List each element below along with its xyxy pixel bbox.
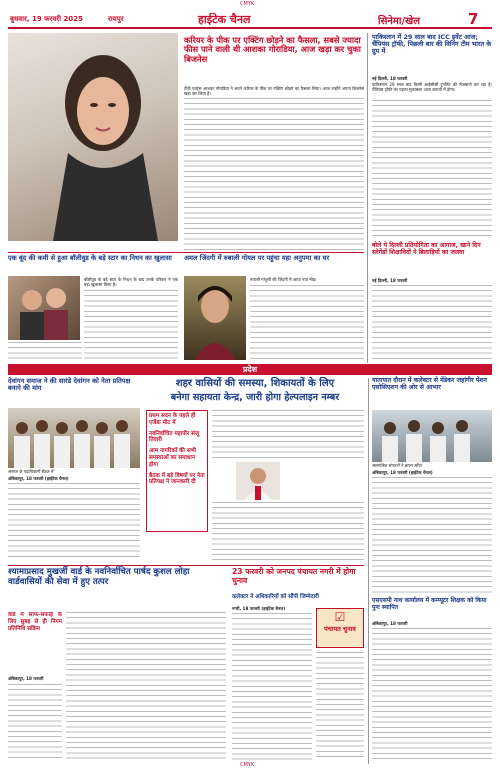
right-mid-body-columns (372, 285, 492, 363)
mid-left-body-excerpt: बॉलीवुड के बड़े स्टार के निधन के बाद उनके परिवार ने एक बड़ा खुलासा किया है। (84, 277, 178, 288)
woman-portrait-image (8, 33, 178, 241)
bottom-center-headline: 23 फरवरी को जनपद पंचायत नगरी में होगा चुनाव (232, 567, 356, 585)
bottom-center-subhead: कलेक्टर ने अधिकारियों को सौंपी जिम्मेदारी (232, 594, 319, 600)
right-mid-dateline: नई दिल्ली, 18 फरवरी (372, 278, 408, 283)
cmyk-mark-top: CMYK (240, 1, 255, 7)
b-right-photo (372, 410, 492, 462)
bottom-right-body-columns (372, 628, 492, 760)
b-left-caption: समाज के पदाधिकारी बैठक में (8, 469, 54, 474)
right-top-body-columns (372, 100, 492, 240)
mid-right-body-columns (250, 285, 364, 360)
election-badge-label: पंचायत चुनाव (324, 625, 356, 633)
lead-body-excerpt: टीवी एक्ट्रेस आशका गोराडिया ने अपने करियर के पीक पर एक्टिंग छोड़ने का फैसला लिया। आज उन्होंने अपना बिजनेस खड़ा कर लिया है। (184, 86, 364, 97)
right-top-body-excerpt: पाकिस्तान 29 साल बाद किसी आईसीसी टूर्नामेंट की मेजबानी कर रहा है। चैंपियंस ट्रॉफी का पहला मुकाबला आज कराची में होगा। (372, 82, 492, 93)
election-badge (316, 608, 364, 648)
bottom-right-headline: एसएसपी नाथ कार्यालय में कम्प्यूटर शिक्षक को किया पुनः स्थापित (372, 597, 487, 611)
bottom-center-body-columns (232, 613, 312, 760)
mid-left-headline: एक बूंद की कमी से हुआ बॉलीवुड के बड़े स्टार का निधन का खुलासा (8, 254, 172, 262)
b-center-bullet-3: आम नागरिकों की सभी समस्याओं का समाधान होगा (149, 448, 196, 468)
b-left-group-photo (8, 408, 140, 468)
cmyk-mark-bottom: CMYK (240, 762, 255, 768)
right-column-rule (367, 33, 368, 363)
lead-headline: करियर के पीक पर एक्टिंग छोड़ने का फैसला, सबसे ज्यादा फीस पाने वाली थी आशका गोराडिया, आज खड़ा कर चुका बिजनेस (184, 35, 361, 64)
page-number: 7 (468, 10, 479, 28)
b-right-headline: यातायात दौरान में कलेक्टर से मेंडेकर जहांगीर पेंशन एसोसिएशन की ओर से आभार (372, 377, 487, 391)
section-name: सिनेमा/खेल (378, 16, 421, 27)
b-left-body-columns (8, 483, 140, 561)
mid-right-headline: अमल जिंदगी में रुबाली गोयल पर पहुंचा यहा अनुपमा का घर (184, 254, 330, 262)
mid-right-body-excerpt: रुपाली गांगुली की जिंदगी में आया नया मोड़। (250, 277, 317, 282)
b-left-dateline: अंबिकापुर, 18 फरवरी (हाईटेक चैनल) (8, 476, 69, 481)
right-top-headline: पाकिस्तान में 29 साल बाद ICC इवेंट आज; चैंपियंस ट्रॉफी, पिछली बार की विनिंग टीम भारत के ग्रुप में (372, 33, 492, 56)
ballot-icon: ☑ (334, 610, 346, 624)
mid-left-lower-columns (8, 342, 82, 360)
lead-body-columns (184, 98, 364, 250)
bottom-left-dateline: अंबिकापुर, 18 फरवरी (8, 676, 44, 681)
section-band (8, 364, 492, 375)
b-center-headline-line1: शहर वासियों की समस्या, शिकायतों के लिए (175, 378, 335, 389)
lead-photo (8, 33, 178, 241)
masthead (8, 10, 492, 29)
city-name: रायपुर (108, 15, 124, 23)
b-center-bullet-box (146, 410, 208, 532)
b-right-dateline: अंबिकापुर, 18 फरवरी (हाईटेक चैनल) (372, 470, 433, 475)
bottom-center-right-columns (316, 652, 364, 760)
b-center-bullet-4: बैठक में बड़े विषयों पर नेता प्रतिपक्ष ने जानकारी दी (149, 472, 205, 486)
b-right-photo-caption: सामाजिक संगठनों ने ज्ञापन सौंपा (372, 463, 422, 468)
issue-date: बुधवार, 19 फरवरी 2025 (10, 15, 83, 23)
b-center-bullet-2: नवनिर्वाचित महापौर संजू तिवारी (149, 430, 200, 444)
bottom-divider (8, 565, 364, 566)
mid-right-portrait-photo (184, 276, 246, 360)
bottom-center-dateline: नगरी, 18 फरवरी (हाईटेक चैनल) (232, 606, 286, 611)
b-center-mayor-photo (236, 462, 280, 500)
b-center-body-columns (212, 410, 364, 462)
bottom-left-body-columns (66, 612, 226, 760)
b-right-rule (368, 378, 369, 764)
delegation-image (372, 410, 492, 462)
bottom-left-headline: श्यामाप्रसाद मुखर्जी वार्ड के नवनिर्वाचित पार्षद कुशल लोहा वार्डवासियों की सेवा में हुए तत्पर (8, 567, 190, 587)
mid-divider (8, 252, 364, 253)
top-strip (0, 0, 500, 10)
right-mid-headline: बोले ये दिल्ली प्रतियोगिता का आगाज, खाने दिन स्लेगेंडों शिक्षाविदों ने ब्रिलाड़ियों का जलवा (372, 242, 481, 256)
bottom-right-dateline: अंबिकापुर, 18 फरवरी (372, 621, 408, 626)
bottom-left-bullet: वार्ड में साफ-सफाई के लिए सुबह से ही निगम प्रतिनिधि सक्रिय (8, 612, 62, 632)
b-center-lower-columns (212, 502, 364, 562)
bottom-left-body-col1 (8, 684, 62, 760)
b-left-headline: देवांगन समाज ने की सारंडे देवांगन को नेता प्रतिपक्ष बनाने की मांग (8, 377, 131, 393)
mayor-portrait-image (236, 462, 280, 500)
b-center-bullet-1: प्रथम सदन के पहले ही एजेंडा मीट में (149, 413, 196, 426)
b-center-headline-line2: बनेगा सहायता केन्द्र, जारी होगा हेल्पलाइन नम्बर (170, 392, 340, 403)
right-top-dateline: नई दिल्ली, 18 फरवरी (372, 76, 408, 81)
mid-left-couple-photo (8, 276, 80, 340)
bottom-strip (0, 762, 500, 770)
couple-image (8, 276, 80, 340)
mid-left-body-columns (84, 290, 178, 360)
actress-image (184, 276, 246, 360)
section-band-label: प्रदेश (242, 365, 258, 374)
group-meeting-image (8, 408, 140, 468)
b-right-body-columns (372, 477, 492, 595)
paper-name: हाईटेक चैनल (198, 13, 251, 26)
